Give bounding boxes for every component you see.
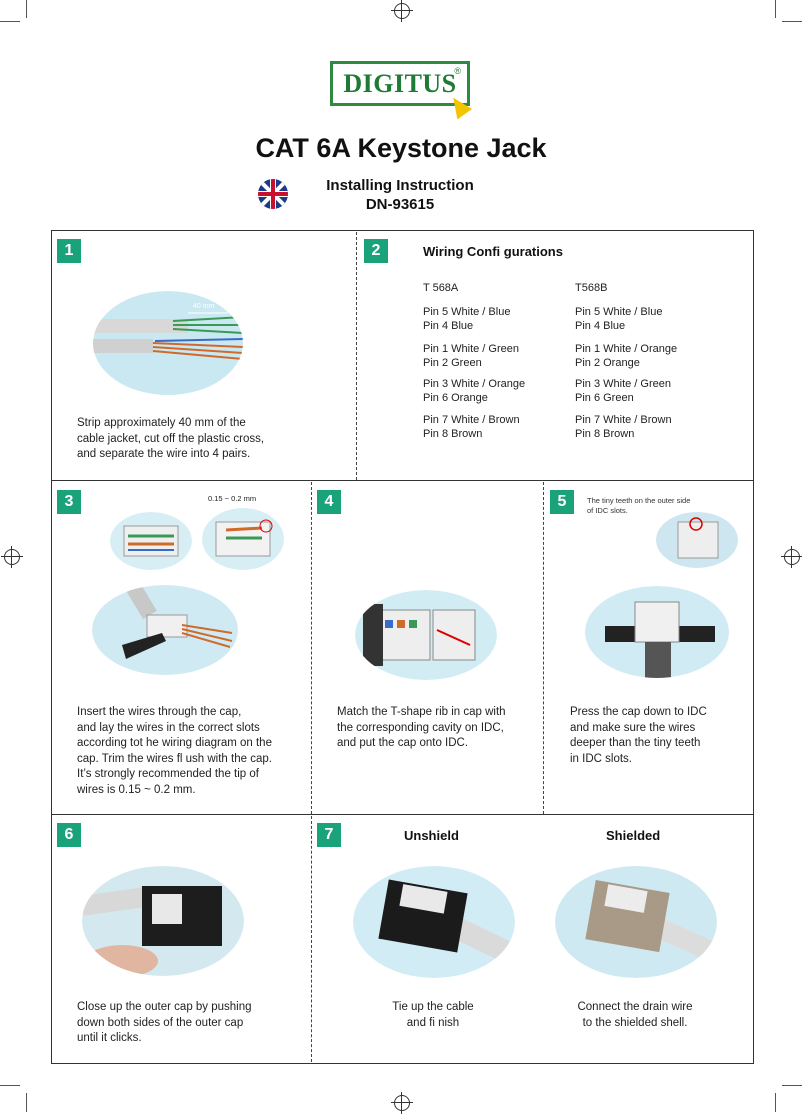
step-3-measure-label: 0.15 ~ 0.2 mm (208, 494, 257, 503)
t568b-pin-pair: Pin 5 White / Blue Pin 4 Blue (575, 306, 663, 332)
step-5-note: The tiny teeth on the outer side of IDC slots. (587, 496, 691, 515)
t568b-pin-pair: Pin 1 White / Orange Pin 2 Orange (575, 343, 678, 369)
registration-mark-icon (394, 3, 410, 19)
step-3-text: Insert the wires through the cap, and lay the wires in the correct slots according tot he wiring diagram on the cap. Trim the wires fl ush with the cap. It’s strongly recommended the tip of wires is 0.15 ~ 0.2 mm. (77, 706, 272, 796)
subtitle (300, 176, 500, 214)
step-4-text: Match the T-shape rib in cap with the corresponding cavity on IDC, and put the cap onto IDC. (337, 706, 506, 749)
step-6-badge: 6 (57, 823, 81, 847)
crop-mark (0, 1085, 20, 1086)
step-7-shielded-photo (555, 866, 717, 978)
wiring-heading: Wiring Confi gurations (423, 244, 563, 259)
step-3-photo (92, 585, 238, 675)
page-title: CAT 6A Keystone Jack (255, 133, 547, 163)
t568a-pin-pair: Pin 5 White / Blue Pin 4 Blue (423, 306, 511, 332)
step-5-photo-small (656, 512, 738, 568)
step-7-unshield-photo (353, 866, 515, 978)
step-5-badge: 5 (550, 490, 574, 514)
unshield-label: Unshield (404, 828, 459, 843)
registration-mark-icon (394, 1095, 410, 1111)
crop-mark (782, 1085, 802, 1086)
column-divider (356, 232, 357, 480)
t568b-label: T568B (575, 282, 608, 294)
crop-mark (26, 0, 27, 18)
row-divider (51, 814, 754, 815)
registered-mark: ® (454, 66, 461, 76)
step-4-badge: 4 (317, 490, 341, 514)
uk-flag-icon (258, 179, 288, 209)
step-7-shielded-text: Connect the drain wire to the shielded shell. (577, 1001, 693, 1029)
registration-mark-icon (4, 549, 20, 565)
step-7-badge: 7 (317, 823, 341, 847)
step-2-badge: 2 (364, 239, 388, 263)
step-1-badge: 1 (57, 239, 81, 263)
t568b-pin-pair: Pin 7 White / Brown Pin 8 Brown (575, 414, 672, 440)
t568a-pin-pair: Pin 7 White / Brown Pin 8 Brown (423, 414, 520, 440)
registration-mark-icon (784, 549, 800, 565)
t568a-label: T 568A (423, 282, 459, 294)
step-5-photo (585, 586, 729, 678)
step-1-photo (93, 291, 243, 396)
shielded-label: Shielded (606, 828, 661, 843)
step-3-photo-small-left (110, 512, 192, 570)
crop-mark (782, 21, 802, 22)
step-3-badge: 3 (57, 490, 81, 514)
step-6-photo (82, 866, 244, 976)
logo-text: DIGITUS (343, 68, 457, 98)
crop-mark (0, 21, 20, 22)
step-6-text: Close up the outer cap by pushing down both sides of the outer cap until it clicks. (77, 1001, 252, 1044)
step-5-text: Press the cap down to IDC and make sure the wires deeper than the tiny teeth in IDC slots. (570, 706, 707, 765)
t568a-pin-pair: Pin 3 White / Orange Pin 6 Orange (423, 378, 526, 404)
crop-mark (775, 1093, 776, 1112)
crop-mark (775, 0, 776, 18)
step-3-photo-small-right (202, 508, 284, 570)
t568b-pin-pair: Pin 3 White / Green Pin 6 Green (575, 378, 671, 404)
step-7-unshield-text: Tie up the cable and fi nish (392, 1001, 474, 1029)
column-divider (311, 816, 312, 1062)
subtitle-line1: Installing Instruction (326, 177, 474, 194)
row-divider (51, 480, 754, 481)
step-1-photo-label: 40 mm (193, 303, 215, 310)
step-4-photo (355, 590, 497, 680)
column-divider (311, 482, 312, 814)
column-divider (543, 482, 544, 814)
step-1-text: Strip approximately 40 mm of the cable jacket, cut off the plastic cross, and separate the wire into 4 pairs. (77, 417, 265, 460)
product-code: DN-93615 (365, 196, 435, 213)
crop-mark (26, 1093, 27, 1112)
t568a-pin-pair: Pin 1 White / Green Pin 2 Green (423, 343, 519, 369)
